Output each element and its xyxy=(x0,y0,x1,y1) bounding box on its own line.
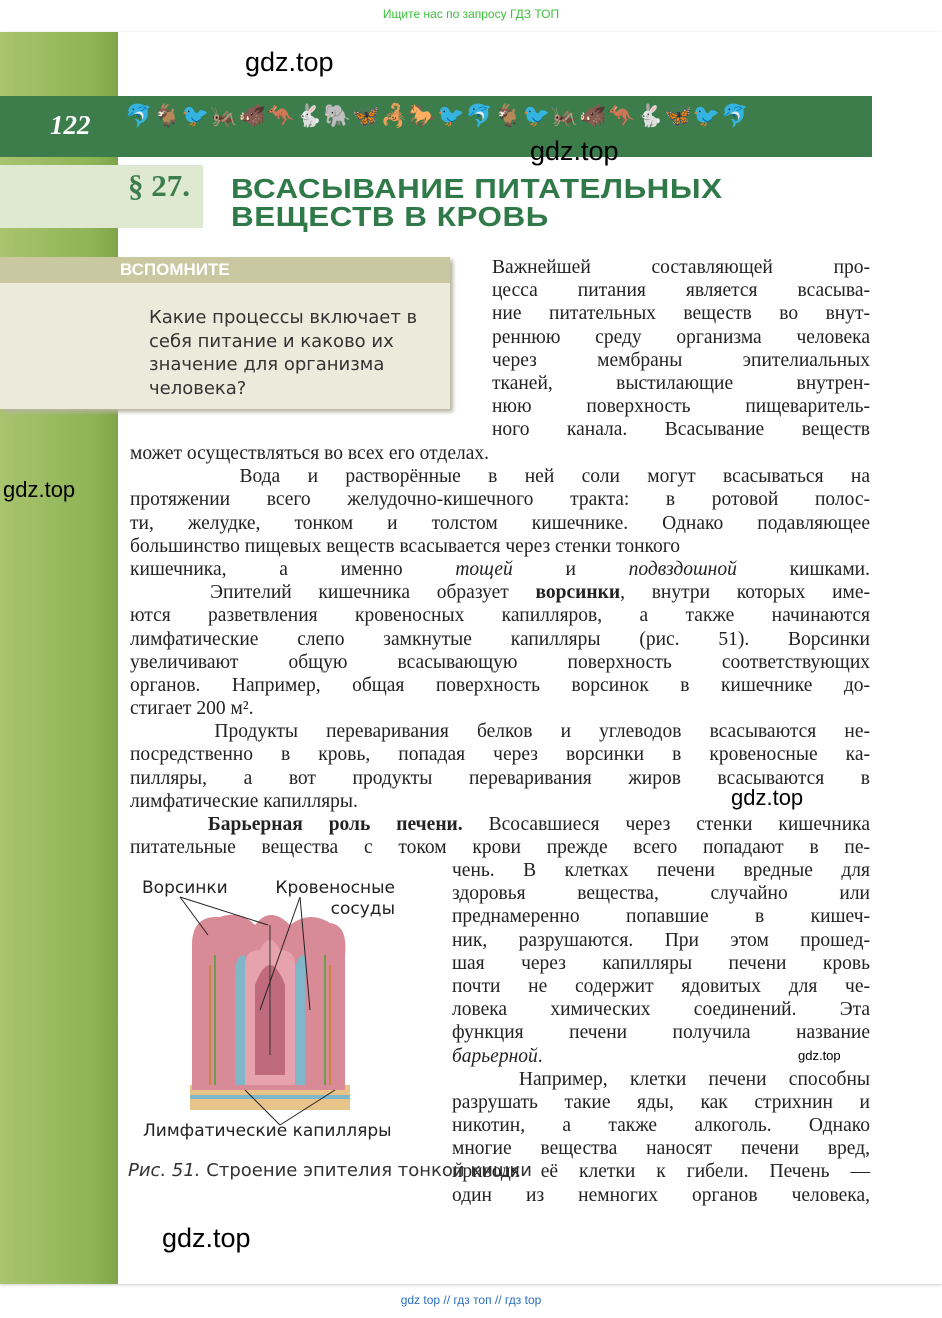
text-segment: , внутри которых име- xyxy=(620,582,871,604)
text-line xyxy=(492,279,870,302)
text-line xyxy=(130,604,870,627)
bold-term: ворсинки xyxy=(535,582,621,604)
text-line xyxy=(130,488,870,511)
watermark: gdz.top xyxy=(162,1223,251,1253)
text-segment: ного канала. Всасывание веществ xyxy=(492,419,870,441)
title-line: ВСАСЫВАНИЕ ПИТАТЕЛЬНЫХ xyxy=(231,173,723,204)
footer-links[interactable]: gdz top // гдз топ // гдз top xyxy=(400,1293,542,1307)
text-segment: разрушать такие яды, как стрихнин и xyxy=(452,1091,870,1113)
text-line xyxy=(130,628,870,651)
text-line xyxy=(452,882,870,905)
text-line xyxy=(492,349,870,372)
watermark: gdz.top xyxy=(3,477,76,502)
text-segment: Важнейшей составляющей про- xyxy=(492,257,870,278)
section-number: § 27. xyxy=(128,168,190,203)
text-segment: кишками. xyxy=(736,558,870,580)
text-segment: органов. Например, общая поверхность ворсинок в кишечнике до- xyxy=(130,674,870,696)
text-segment: чень. В клетках печени вредные для xyxy=(452,860,870,881)
text-segment: . xyxy=(537,1045,543,1067)
text-line xyxy=(130,697,870,720)
text-segment: большинство пищевых веществ всасывается через стенки тонкого xyxy=(130,535,681,557)
text-line xyxy=(130,512,870,535)
text-line xyxy=(492,418,870,441)
text-segment: пилляры, а вот продукты переваривания жиров всасываются в xyxy=(130,767,870,789)
text-line xyxy=(130,651,870,674)
watermark: gdz.top xyxy=(731,785,804,810)
text-segment: Продукты переваривания белков и углеводов всасываются не- xyxy=(130,721,870,743)
title-line: ВЕЩЕСТВ В КРОВЬ xyxy=(231,201,549,232)
text-line xyxy=(130,743,870,766)
text-line xyxy=(452,905,870,928)
caption-prefix: Рис. 51. xyxy=(128,1160,201,1181)
text-segment: Эпителий кишечника образует xyxy=(130,582,536,604)
italic-term: барьерной xyxy=(452,1045,538,1067)
bold-term: Барьерная роль печени. xyxy=(207,814,463,835)
text-line xyxy=(130,465,870,488)
animal-silhouettes-icon: 🐬🐐🐦🦗🐗🦘🐇🐘🦋🦂🐎🐦🐬🐐🐦🦗🐗🦘🐇🦋🐦🐬 xyxy=(125,104,750,129)
italic-term: подвздошной xyxy=(628,558,737,580)
text-line xyxy=(452,1114,870,1137)
label-blood-vessels: Кровеносные сосуды xyxy=(275,878,395,919)
watermark: gdz.top xyxy=(530,136,619,166)
text-segment: ти, желудке, тонком и толстом кишечнике. Однако подавляющее xyxy=(130,512,870,534)
text-line xyxy=(130,558,870,581)
text-segment: преднамеренно попавшие в кишеч- xyxy=(452,906,870,928)
text-line xyxy=(130,720,870,743)
text-segment: ловека химических соединений. Эта xyxy=(452,999,870,1021)
page-title xyxy=(231,175,723,231)
figure-caption xyxy=(128,1159,532,1182)
caption-text: Строение эпителия тонкой кишки xyxy=(206,1160,532,1181)
text-line xyxy=(492,372,870,395)
text-line xyxy=(130,836,870,859)
text-segment: приводя её клетки к гибели. Печень — xyxy=(452,1161,870,1183)
remind-question: Какие процессы включает в себя питание и каково их значение для организма человека? xyxy=(149,307,418,399)
page-number: 122 xyxy=(50,110,91,140)
text-segment: почти не содержит ядовитых для че- xyxy=(452,975,870,997)
text-segment: один из немногих органов человека, xyxy=(452,1184,870,1206)
text-line xyxy=(130,581,870,604)
text-segment: увеличивают общую всасывающую поверхность соответствующих xyxy=(130,651,870,673)
text-line xyxy=(492,256,870,279)
text-segment: реннюю среду организма человека xyxy=(492,326,870,348)
text-segment: посредственно в кровь, попадая через ворсинки в кровеносные ка- xyxy=(130,744,870,766)
label-villi: Ворсинки xyxy=(142,878,228,898)
text-segment: ние питательных веществ во внут- xyxy=(492,303,870,325)
text-segment: нюю поверхность пищеваритель- xyxy=(492,396,870,418)
text-line xyxy=(452,1137,870,1160)
watermark: gdz.top xyxy=(798,1048,841,1063)
text-segment: лимфатические капилляры. xyxy=(130,790,358,812)
text-segment: ник, разрушаются. При этом прошед- xyxy=(452,929,870,951)
text-column-right-top xyxy=(492,256,870,442)
text-line xyxy=(492,302,870,325)
text-segment: шая через капилляры печени кровь xyxy=(452,952,870,974)
text-line xyxy=(452,929,870,952)
text-segment: протяжении всего желудочно-кишечного тракта: в ротовой полос- xyxy=(130,489,870,511)
text-segment: ются разветвления кровеносных капилляров, а также начинаются xyxy=(130,605,870,627)
text-line xyxy=(452,1184,870,1207)
text-segment: цесса питания является всасыва- xyxy=(492,280,870,302)
remind-label: ВСПОМНИТЕ xyxy=(120,260,230,279)
text-line xyxy=(452,1021,870,1044)
text-segment: Вода и растворённые в ней соли могут всасываться на xyxy=(130,466,870,488)
text-segment xyxy=(130,814,208,835)
text-line xyxy=(452,975,870,998)
text-segment: и xyxy=(512,558,629,580)
text-segment: питательные вещества с током крови прежде всего попадают в пе- xyxy=(130,837,870,859)
text-line xyxy=(452,998,870,1021)
text-line xyxy=(452,859,870,882)
italic-term: тощей xyxy=(455,558,513,580)
label-lymph-capillaries: Лимфатические капилляры xyxy=(143,1121,392,1141)
text-line xyxy=(452,1091,870,1114)
text-segment: никотин, а также алкоголь. Однако xyxy=(452,1115,870,1137)
text-line xyxy=(452,952,870,975)
text-line xyxy=(130,813,870,836)
text-column-right-bottom xyxy=(452,859,870,1207)
text-segment: здоровья вещества, случайно или xyxy=(452,883,870,905)
text-segment: кишечника, а именно xyxy=(130,558,456,580)
text-segment: функция печени получила название xyxy=(452,1022,870,1044)
text-segment: Например, клетки печени способны xyxy=(452,1068,870,1090)
text-segment: лимфатические слепо замкнутые капилляры (рис. 51). Ворсинки xyxy=(130,628,870,650)
text-segment: может осуществляться во всех его отделах. xyxy=(130,443,489,464)
text-segment: тканей, выстилающие внутрен- xyxy=(492,372,870,394)
text-segment: многие вещества наносят печени вред, xyxy=(452,1138,870,1160)
text-segment: стигает 200 м². xyxy=(130,698,254,720)
top-note: Ищите нас по запросу ГДЗ ТОП xyxy=(382,7,560,21)
text-line xyxy=(492,326,870,349)
watermark: gdz.top xyxy=(245,47,334,77)
text-line xyxy=(130,535,870,558)
text-line xyxy=(492,395,870,418)
text-line xyxy=(130,674,870,697)
text-line xyxy=(452,1068,870,1091)
text-segment: Всосавшиеся через стенки кишечника xyxy=(462,814,870,835)
text-segment: через мембраны эпителиальных xyxy=(492,349,870,371)
text-line xyxy=(130,442,870,465)
